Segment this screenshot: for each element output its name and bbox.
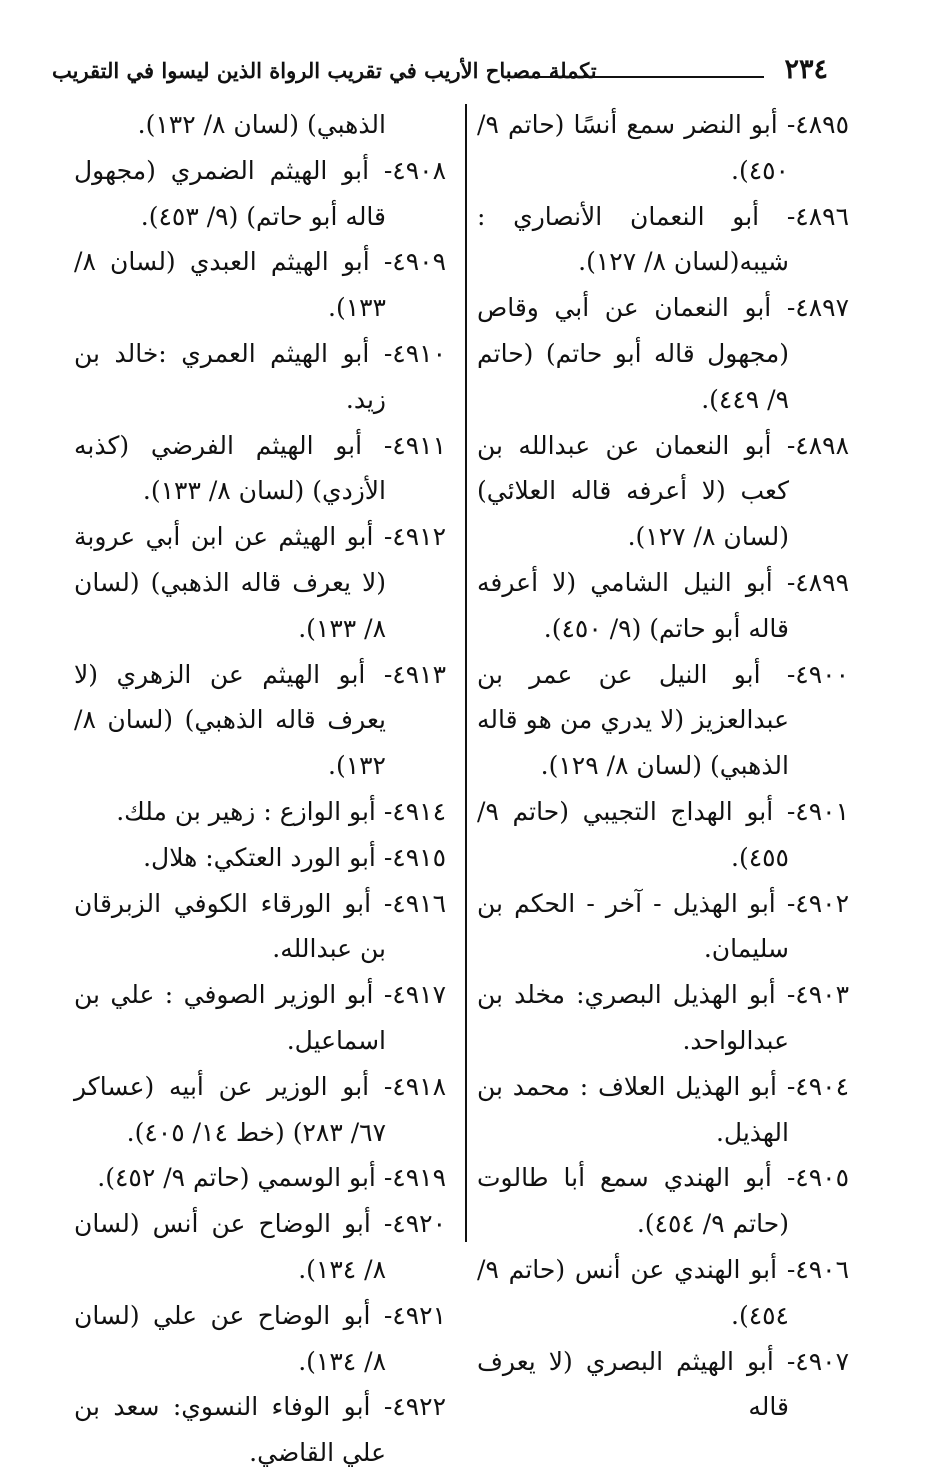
entry-number: ٤٨٩٩	[795, 567, 849, 597]
entry-number: ٤٨٩٥	[795, 110, 849, 139]
entry	[74, 789, 446, 835]
entry-text: - أبو الورقاء الكوفي الزبرقان بن عبدالله.	[74, 888, 393, 964]
entry-text: - أبو الوازع : زهير بن ملك.	[116, 796, 393, 826]
entry-number: ٤٩١٥	[392, 842, 446, 872]
column-divider	[465, 104, 467, 1242]
entry	[477, 789, 849, 881]
entry-number: ٤٩٢٢	[392, 1392, 446, 1422]
entry	[74, 514, 446, 651]
entry-text: - أبو النيل الشامي (لا أعرفه قاله أبو حاتم) (٩/ ٤٥٠).	[477, 567, 796, 643]
entry	[477, 972, 849, 1064]
entry-text: - أبو الهيثم الفرضي (كذبه الأزدي) (لسان ٨/ ١٣٣).	[74, 430, 393, 506]
entry-number: ٤٩٠٣	[795, 980, 849, 1010]
entry-text: - أبو النعمان الأنصاري : شيبه(لسان ٨/ ١٢٧).	[477, 201, 796, 277]
entry	[74, 1155, 446, 1201]
entry	[74, 239, 446, 331]
entry-number: ٤٩١٠	[392, 338, 446, 368]
entry-number: ٤٩١٧	[392, 980, 446, 1010]
entry-text: - أبو النضر سمع أنسًا (حاتم ٩/ ٤٥٠).	[477, 110, 796, 185]
entry-number: ٤٩٢٠	[392, 1209, 446, 1239]
entry	[74, 1384, 446, 1476]
entry	[477, 1155, 849, 1247]
entry	[477, 652, 849, 789]
entry-text: - أبو الهندي عن أنس (حاتم ٩/ ٤٥٤).	[477, 1254, 796, 1330]
entry-number: ٤٩٠٤	[795, 1071, 849, 1101]
entry	[74, 148, 446, 240]
entry	[74, 423, 446, 515]
entry-text: - أبو الوفاء النسوي: سعد بن علي القاضي.	[74, 1392, 393, 1468]
entry	[477, 102, 849, 194]
entry-text: - أبو الهذيل - آخر - الحكم بن سليمان.	[477, 888, 796, 964]
entry	[74, 331, 446, 423]
entry-number: ٤٩٢١	[392, 1300, 446, 1330]
entry-number: ٤٨٩٦	[795, 201, 849, 231]
entry-number: ٤٩٠٩	[392, 247, 446, 277]
entry-number: ٤٩١٨	[392, 1071, 446, 1101]
entry-number: ٤٩٠٦	[795, 1254, 849, 1284]
entry	[74, 1201, 446, 1293]
entry	[477, 285, 849, 422]
entry	[477, 1339, 849, 1431]
entry-number: ٤٩٠٥	[795, 1163, 849, 1193]
entry-text: - أبو الورد العتكي: هلال.	[143, 842, 393, 872]
entry-text: - أبو النعمان عن أبي وقاص (مجهول قاله أبو حاتم) (حاتم ٩/ ٤٤٩).	[477, 293, 796, 414]
entry-number: ٤٩١٩	[392, 1163, 446, 1193]
entry-number: ٤٩٠٨	[392, 155, 446, 185]
entry-text: - أبو الوزير الصوفي : علي بن اسماعيل.	[74, 980, 393, 1055]
entry-text: - أبو الوزير عن أبيه (عساكر ٦٧/ ٢٨٣) (خط ١٤/ ٤٠٥).	[74, 1071, 393, 1147]
entry	[74, 1064, 446, 1156]
entry-number: ٤٩١١	[392, 430, 446, 460]
entry-text: - أبو الهندي سمع أبا طالوت (حاتم ٩/ ٤٥٤).	[477, 1163, 796, 1239]
entry	[477, 194, 849, 286]
entry-number: ٤٩٠٠	[795, 659, 849, 689]
entry-text: الذهبي) (لسان ٨/ ١٣٢).	[137, 110, 386, 139]
entry-number: ٤٩٠١	[795, 796, 849, 826]
entry-text: - أبو الهيثم الضمري (مجهول قاله أبو حاتم) (٩/ ٤٥٣).	[74, 155, 393, 231]
entry-number: ٤٩١٤	[392, 796, 446, 826]
entry	[477, 1247, 849, 1339]
entry-text: - أبو النعمان عن عبدالله بن كعب (لا أعرفه قاله العلائي) (لسان ٨/ ١٢٧).	[477, 430, 796, 552]
left-column	[74, 102, 446, 1468]
right-column	[477, 102, 849, 1422]
entry-text: - أبو النيل عن عمر بن عبدالعزيز (لا يدري من هو قاله الذهبي) (لسان ٨/ ١٢٩).	[477, 659, 796, 781]
entry-number: ٤٨٩٨	[795, 430, 849, 460]
entry-text: - أبو الهذيل البصري: مخلد بن عبدالواحد.	[477, 980, 796, 1055]
page-header	[52, 52, 852, 102]
entry	[477, 560, 849, 652]
entry	[74, 102, 446, 148]
entry	[74, 1293, 446, 1385]
entry	[477, 881, 849, 973]
entry-text: - أبو الهيثم عن ابن أبي عروبة (لا يعرف قاله الذهبي) (لسان ٨/ ١٣٣).	[74, 522, 393, 643]
entry-number: ٤٩١٦	[392, 888, 446, 918]
entry-text: - أبو الهيثم عن الزهري (لا يعرف قاله الذهبي) (لسان ٨/ ١٣٢).	[74, 659, 393, 781]
entry-text: - أبو الهيثم العمري :خالد بن زيد.	[74, 338, 393, 414]
entry-number: ٤٩٠٧	[795, 1346, 849, 1376]
entry-number: ٤٩١٣	[392, 659, 446, 689]
entry	[74, 972, 446, 1064]
entry-text: - أبو الوضاح عن أنس (لسان ٨/ ١٣٤).	[74, 1209, 393, 1284]
entry	[74, 652, 446, 789]
entry	[477, 423, 849, 560]
entry-text: - أبو الهيثم البصري (لا يعرف قاله	[477, 1346, 796, 1422]
page-number: ٢٣٤	[784, 54, 828, 85]
entry-number: ٤٩١٢	[392, 522, 446, 552]
entry-text: - أبو الهداج التجيبي (حاتم ٩/ ٤٥٥).	[477, 796, 796, 872]
entry-text: - أبو الوضاح عن علي (لسان ٨/ ١٣٤).	[74, 1300, 393, 1376]
entry-number: ٤٨٩٧	[795, 293, 849, 323]
entry-text: - أبو الهذيل العلاف : محمد بن الهذيل.	[477, 1071, 796, 1147]
entry	[477, 1064, 849, 1156]
entry-text: - أبو الوسمي (حاتم ٩/ ٤٥٢).	[97, 1163, 393, 1193]
entry	[74, 881, 446, 973]
entry-text: - أبو الهيثم العبدي (لسان ٨/ ١٣٣).	[74, 247, 393, 323]
entry-number: ٤٩٠٢	[795, 888, 849, 918]
entry	[74, 835, 446, 881]
book-title: تكملة مصباح الأريب في تقريب الرواة الذين ليسوا في التقريب	[52, 58, 597, 83]
